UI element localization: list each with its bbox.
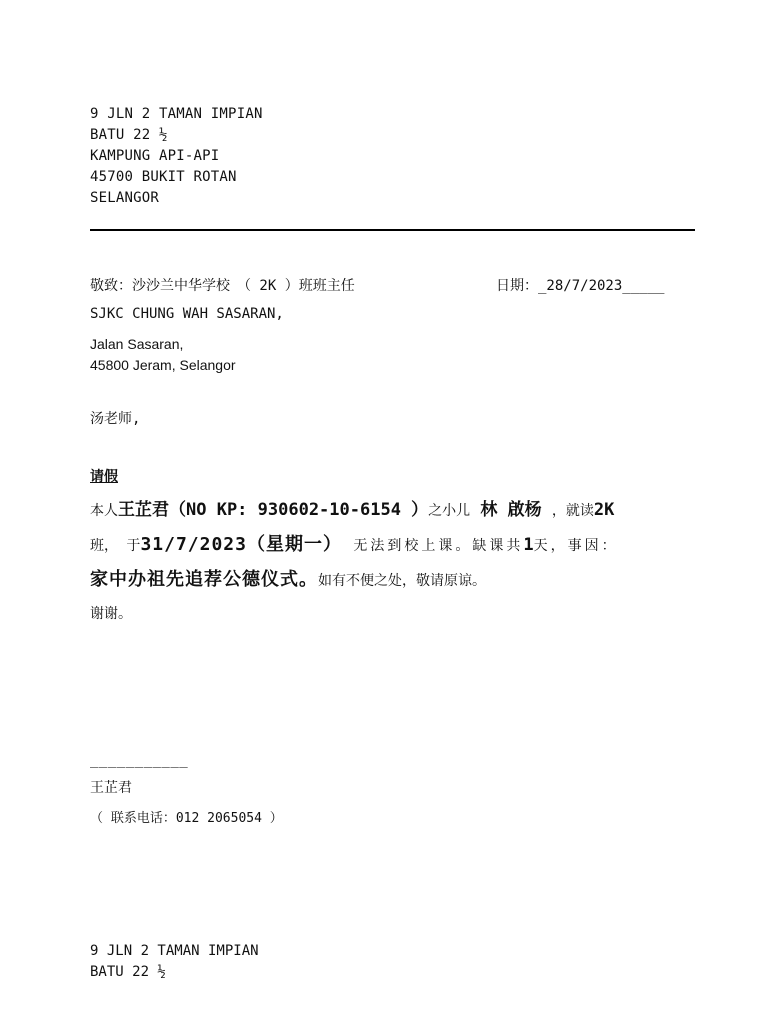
body-text: 无法到校上课。缺课共 xyxy=(341,538,524,554)
absence-reason: 家中办祖先追荐公德仪式。 xyxy=(90,569,318,590)
body-text: ，就读 xyxy=(551,503,594,519)
child-name: 林 啟杨 xyxy=(470,500,552,520)
sender-address-line: 9 JLN 2 TAMAN IMPIAN xyxy=(90,106,263,122)
body-line-2 xyxy=(90,529,700,564)
signature-name: 王芷君 xyxy=(90,780,132,796)
recipient-label: 敬致：沙沙兰中华学校 （ 2K ）班班主任 xyxy=(90,278,355,294)
letter-body xyxy=(90,494,700,599)
parent-name-ic: 王芷君（NO KP: 930602-10-6154 ） xyxy=(118,500,429,520)
date-value: _28/7/2023_____ xyxy=(538,278,665,294)
signature-line: ___________ xyxy=(90,752,189,768)
body-text: 之小儿 xyxy=(428,503,471,519)
date-label: 日期： xyxy=(496,278,538,294)
body-line-1 xyxy=(90,494,700,529)
footer-address-line: BATU 22 ½ xyxy=(90,964,166,980)
header-divider xyxy=(90,229,695,231)
recipient-line xyxy=(90,275,690,295)
sender-address-line: BATU 22 ½ xyxy=(90,127,168,143)
absence-days: 1 xyxy=(523,535,534,555)
footer-address xyxy=(90,941,259,983)
contact-phone: （ 联系电话：012 2065054 ） xyxy=(90,811,283,826)
sender-address-line: 45700 BUKIT ROTAN xyxy=(90,169,237,185)
body-text: 如有不便之处，敬请原谅。 xyxy=(318,573,486,589)
footer-address-line: 9 JLN 2 TAMAN IMPIAN xyxy=(90,943,259,959)
school-address-line: 45800 Jeram, Selangor xyxy=(90,357,236,373)
closing-thanks: 谢谢。 xyxy=(90,606,132,622)
school-address xyxy=(90,334,236,376)
body-line-3 xyxy=(90,564,700,599)
letter-subject: 请假 xyxy=(90,469,118,485)
class-name: 2K xyxy=(593,500,615,520)
sender-address-line: KAMPUNG API-API xyxy=(90,148,220,164)
school-name: SJKC CHUNG WAH SASARAN, xyxy=(90,306,284,322)
body-text: 本人 xyxy=(90,503,118,519)
body-text: 天，事因： xyxy=(533,538,619,554)
greeting: 汤老师, xyxy=(90,411,141,427)
sender-address xyxy=(90,104,263,209)
date-field xyxy=(496,275,664,295)
body-text: 班， 于 xyxy=(90,538,141,554)
sender-address-line: SELANGOR xyxy=(90,190,160,206)
absence-date: 31/7/2023（星期一） xyxy=(140,534,342,555)
school-address-line: Jalan Sasaran, xyxy=(90,336,184,352)
